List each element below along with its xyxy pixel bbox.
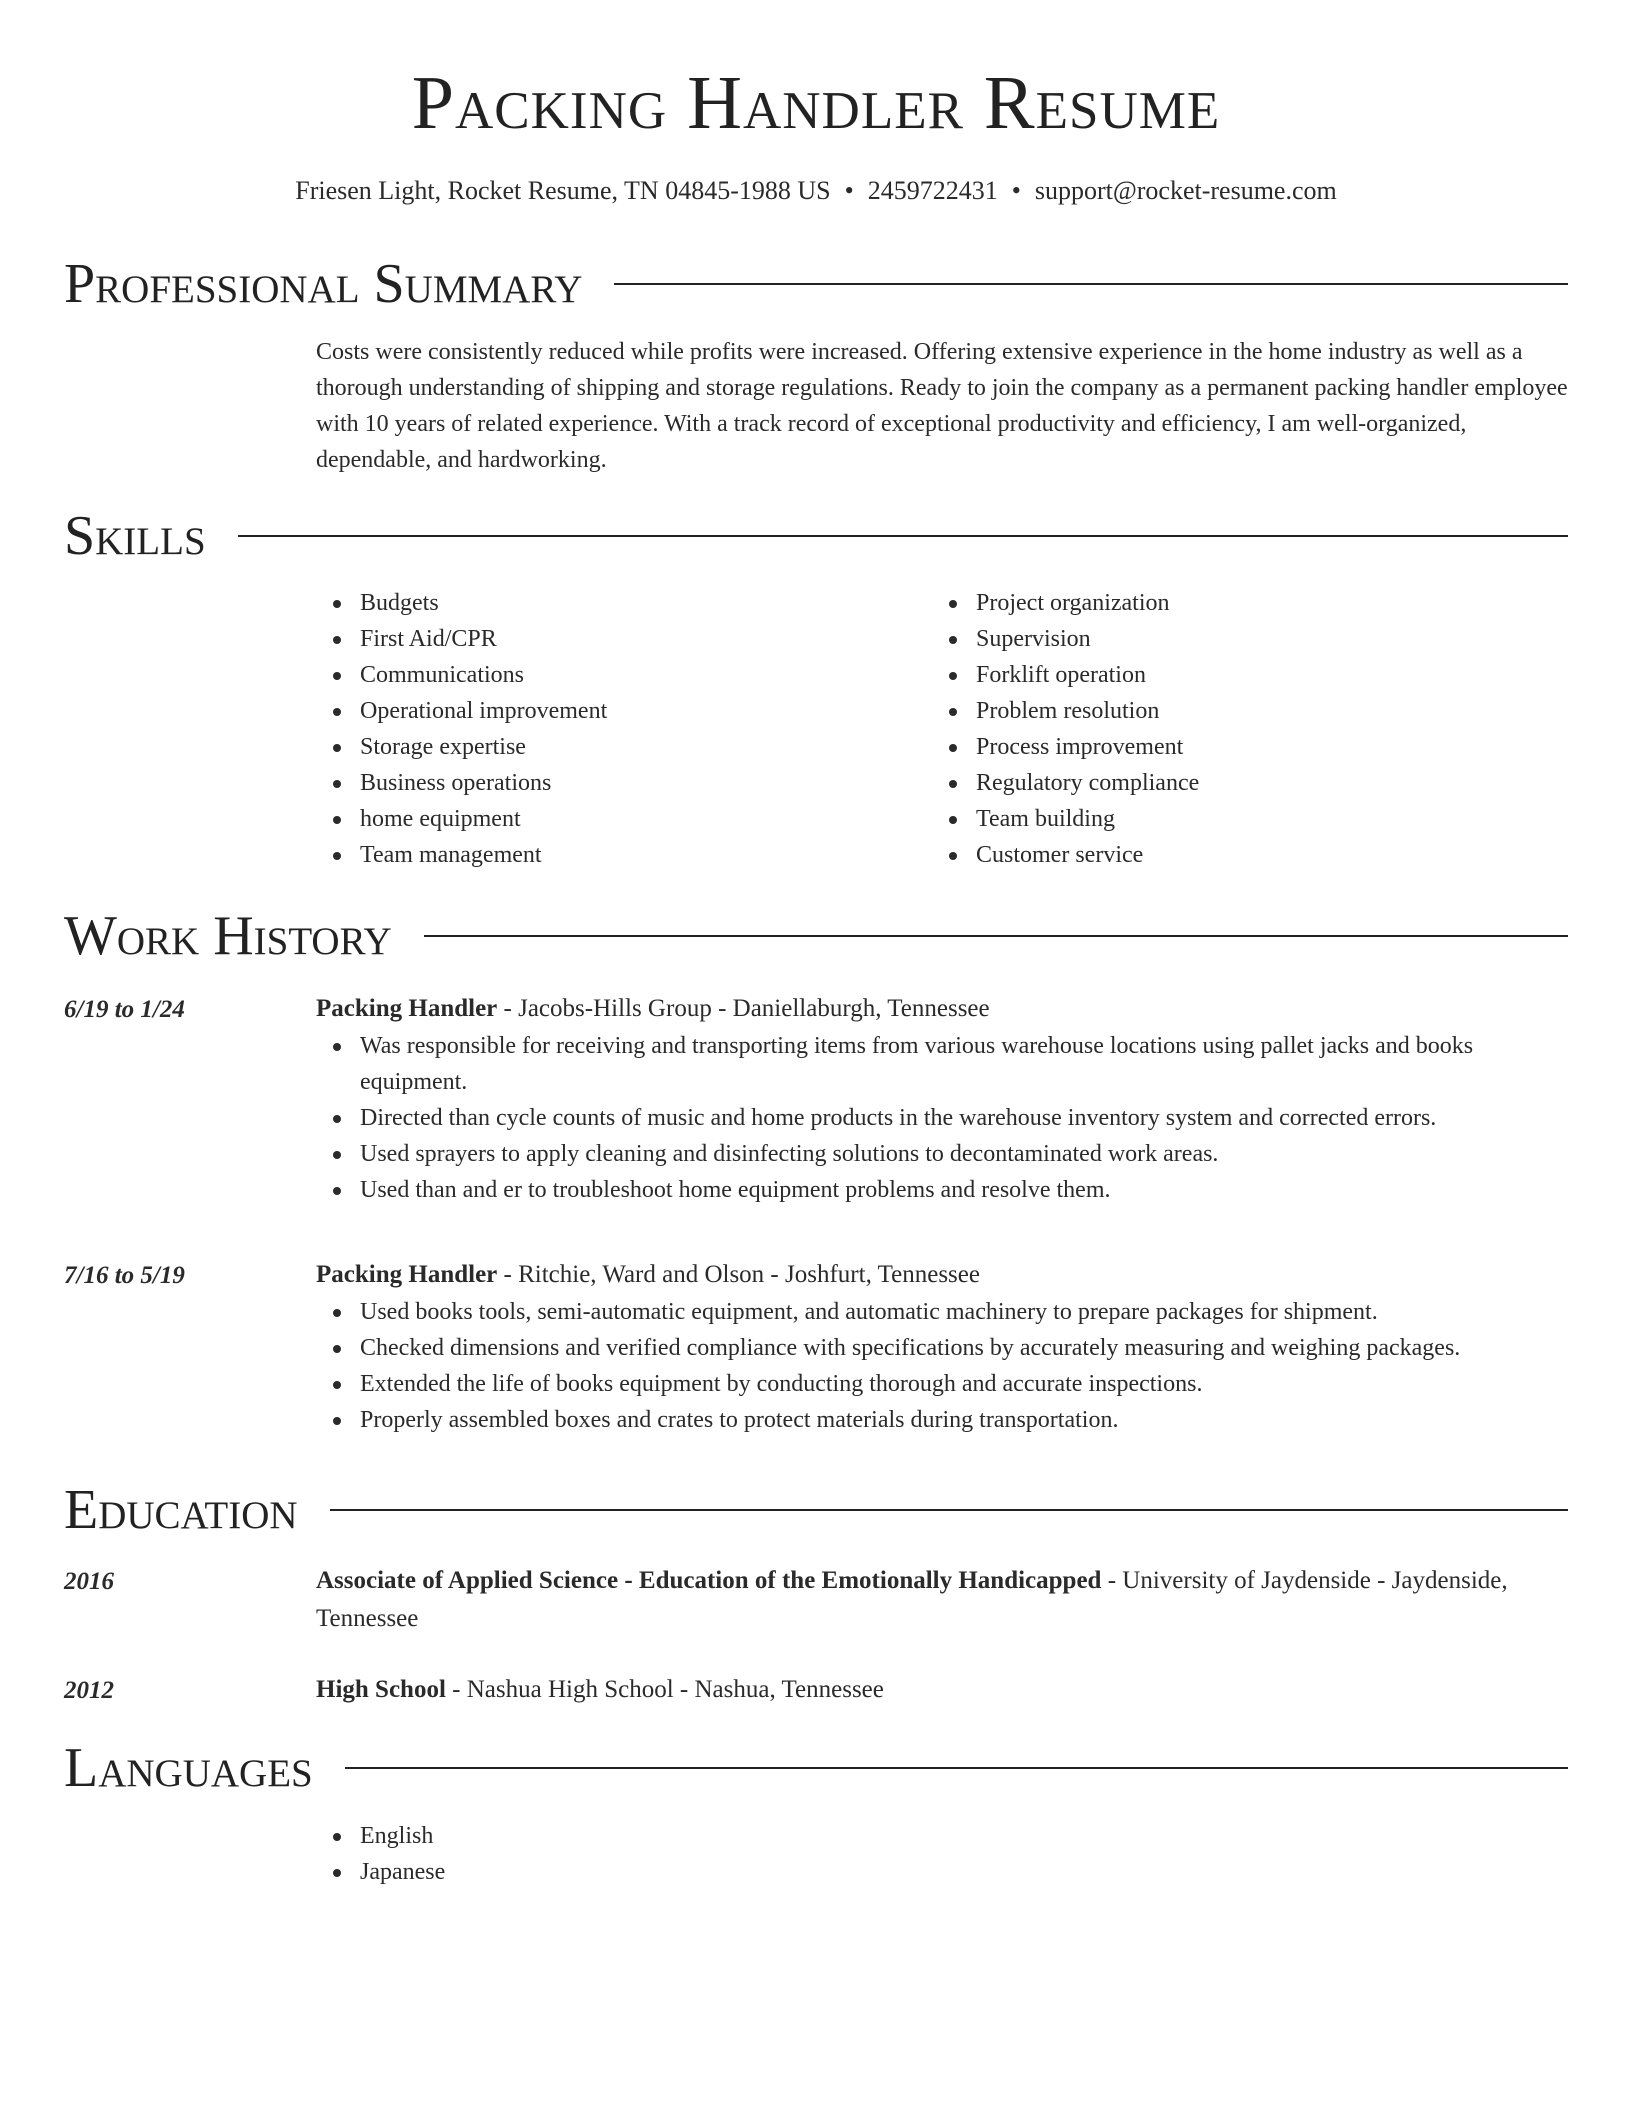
skills-column-right (932, 585, 1532, 873)
section-divider (238, 535, 1568, 537)
bullet-icon (949, 852, 957, 860)
phone: 2459722431 (867, 176, 998, 205)
bullet-icon (949, 816, 957, 824)
skill-item: Forklift operation (932, 657, 1532, 693)
bullet-icon (333, 780, 341, 788)
languages-list (316, 1818, 1568, 1890)
education-degree: Associate of Applied Science - Education of the Emotionally Handicapped (316, 1567, 1102, 1594)
bullet-icon (333, 600, 341, 608)
bullet-icon (333, 744, 341, 752)
skills-column-left (316, 585, 916, 873)
skill-item: Project organization (932, 585, 1532, 621)
section-title: Work History (64, 905, 392, 967)
section-divider (330, 1509, 1568, 1511)
skill-item: Customer service (932, 837, 1532, 873)
bullet-icon (949, 780, 957, 788)
duty-item: Checked dimensions and verified compliance with specifications by accurately measuring and weighing packages. (316, 1330, 1568, 1366)
section-header-skills (64, 504, 1568, 568)
section-divider (345, 1767, 1568, 1769)
section-title: Languages (64, 1737, 313, 1799)
bullet-icon (949, 636, 957, 644)
section-header-work-history (64, 904, 1568, 968)
contact-separator: • (1011, 176, 1021, 205)
language-item: Japanese (316, 1854, 1568, 1890)
bullet-icon (949, 708, 957, 716)
job-entry (316, 1256, 1568, 1438)
address: Friesen Light, Rocket Resume, TN 04845-1988 US (295, 176, 831, 205)
skill-item: Team building (932, 801, 1532, 837)
section-header-languages (64, 1736, 1568, 1800)
job-company: - Jacobs-Hills Group - Daniellaburgh, Tennessee (497, 995, 990, 1022)
bullet-icon (949, 672, 957, 680)
section-title: Education (64, 1479, 298, 1541)
bullet-icon (333, 1309, 341, 1317)
skills-grid (316, 585, 1568, 875)
contact-separator: • (844, 176, 854, 205)
section-title: Skills (64, 505, 206, 567)
skill-item: Problem resolution (932, 693, 1532, 729)
education-heading (316, 1671, 1568, 1709)
bullet-icon (333, 1345, 341, 1353)
duty-item: Properly assembled boxes and crates to protect materials during transportation. (316, 1402, 1568, 1438)
job-entry (316, 990, 1568, 1208)
skill-item: Process improvement (932, 729, 1532, 765)
bullet-icon (333, 1869, 341, 1877)
bullet-icon (333, 1833, 341, 1841)
section-title: Professional Summary (64, 253, 583, 315)
duty-item: Directed than cycle counts of music and home products in the warehouse inventory system and corrected errors. (316, 1100, 1568, 1136)
bullet-icon (949, 744, 957, 752)
job-role: Packing Handler (316, 995, 498, 1022)
skill-item: First Aid/CPR (316, 621, 916, 657)
job-dates: 6/19 to 1/24 (64, 996, 185, 1023)
duty-item: Extended the life of books equipment by conducting thorough and accurate inspections. (316, 1366, 1568, 1402)
section-header-summary (64, 252, 1568, 316)
skill-item: Supervision (932, 621, 1532, 657)
education-school: - Nashua High School - Nashua, Tennessee (445, 1676, 884, 1703)
duty-item: Was responsible for receiving and transporting items from various warehouse locations using pallet jacks and books equipment. (316, 1028, 1568, 1100)
job-duties (316, 1028, 1568, 1208)
bullet-icon (333, 672, 341, 680)
bullet-icon (333, 636, 341, 644)
duty-item: Used sprayers to apply cleaning and disinfecting solutions to decontaminated work areas. (316, 1136, 1568, 1172)
education-heading (316, 1562, 1568, 1638)
skill-item: home equipment (316, 801, 916, 837)
bullet-icon (333, 1417, 341, 1425)
bullet-icon (333, 1381, 341, 1389)
education-entry (316, 1671, 1568, 1709)
skills-list (316, 585, 916, 873)
section-divider (614, 283, 1568, 285)
education-school: - University of Jaydenside - Jaydenside, Tennessee (316, 1567, 1508, 1632)
email: support@rocket-resume.com (1034, 176, 1337, 205)
job-heading (316, 1256, 1568, 1294)
summary-text: Costs were consistently reduced while profits were increased. Offering extensive experience in the home industry as well as a thorough understanding of shipping and storage regulations. Ready to join the company as a permanent packing handler employee with 10 years of related experience. With a track record of exceptional productivity and efficiency, I am well-organized, dependable, and hardworking. (316, 339, 1568, 473)
skills-list (932, 585, 1532, 873)
bullet-icon (333, 1151, 341, 1159)
section-header-education (64, 1478, 1568, 1542)
bullet-icon (333, 852, 341, 860)
section-divider (424, 935, 1568, 937)
language-item: English (316, 1818, 1568, 1854)
education-entry (316, 1562, 1568, 1638)
job-duties (316, 1294, 1568, 1438)
skill-item: Budgets (316, 585, 916, 621)
job-role: Packing Handler (316, 1261, 498, 1288)
job-heading (316, 990, 1568, 1028)
job-company: - Ritchie, Ward and Olson - Joshfurt, Tennessee (497, 1261, 980, 1288)
languages-list-wrap (316, 1818, 1568, 1890)
skill-item: Business operations (316, 765, 916, 801)
contact-line (0, 175, 1632, 207)
bullet-icon (333, 708, 341, 716)
bullet-icon (333, 1115, 341, 1123)
education-degree: High School (316, 1676, 446, 1703)
duty-item: Used than and er to troubleshoot home equipment problems and resolve them. (316, 1172, 1568, 1208)
skill-item: Communications (316, 657, 916, 693)
job-dates: 7/16 to 5/19 (64, 1262, 185, 1289)
skill-item: Team management (316, 837, 916, 873)
education-year: 2016 (64, 1568, 114, 1595)
skill-item: Regulatory compliance (932, 765, 1532, 801)
bullet-icon (333, 1187, 341, 1195)
skill-item: Operational improvement (316, 693, 916, 729)
education-year: 2012 (64, 1677, 114, 1704)
duty-item: Used books tools, semi-automatic equipment, and automatic machinery to prepare packages for shipment. (316, 1294, 1568, 1330)
bullet-icon (333, 816, 341, 824)
resume-title: Packing Handler Resume (411, 61, 1221, 145)
bullet-icon (949, 600, 957, 608)
bullet-icon (333, 1043, 341, 1051)
skill-item: Storage expertise (316, 729, 916, 765)
